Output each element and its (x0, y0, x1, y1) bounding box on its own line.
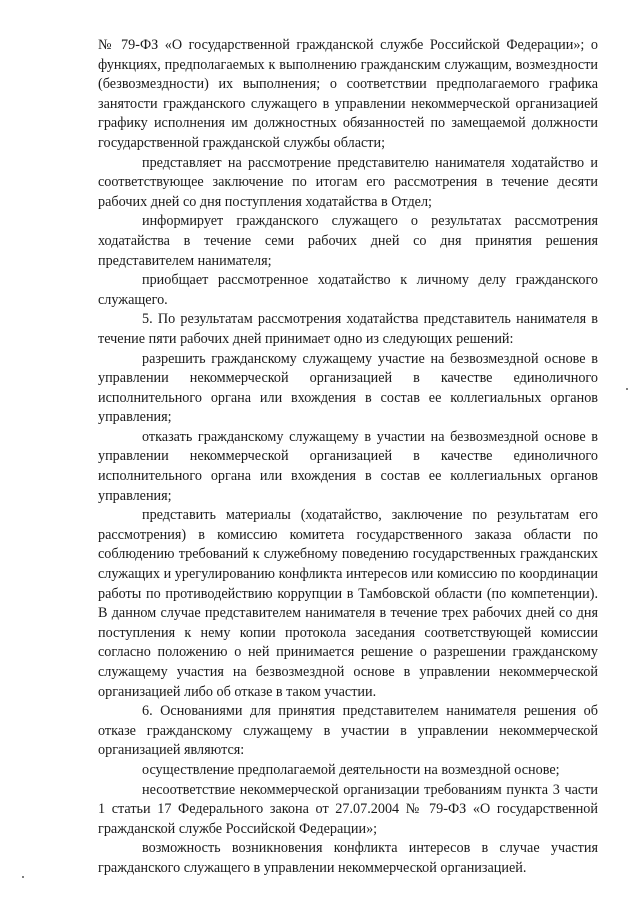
paragraph-7: отказать гражданскому служащему в участии на безвозмездной основе в управлении некоммерческой организацией в качестве единоличного исполнительного органа или вхождения в состав ее коллегиальных органов управления; (98, 428, 598, 504)
paragraph-10: осуществление предполагаемой деятельности на возмездной основе; (142, 761, 560, 778)
paragraph-9: 6. Основаниями для принятия представителем нанимателя решения об отказе гражданскому служащему в участии в управлении некоммерческой организацией являются: (98, 703, 598, 759)
document-page (98, 36, 598, 879)
paragraph-5: 5. По результатам рассмотрения ходатайства представитель нанимателя в течение пяти рабочих дней принимает одно из следующих решений: (98, 311, 598, 347)
scan-speck (22, 876, 24, 878)
scan-speck (626, 388, 628, 390)
paragraph-12: возможность возникновения конфликта интересов в случае участия гражданского служащего в управлении некоммерческой организацией. (98, 840, 598, 876)
paragraph-6: разрешить гражданскому служащему участие на безвозмездной основе в управлении некоммерческой организацией в качестве единоличного исполнительного органа или вхождения в состав ее коллегиальных органов управления; (98, 350, 598, 426)
paragraph-11: несоответствие некоммерческой организации требованиям пункта 3 части 1 статьи 17 Федерального закона от 27.07.2004 № 79-ФЗ «О государственной гражданской службе Российской Федерации»; (98, 781, 598, 837)
paragraph-2: представляет на рассмотрение представителю нанимателя ходатайство и соответствующее заключение по итогам его рассмотрения в течение десяти рабочих дней со дня поступления ходатайства в Отдел; (98, 154, 598, 210)
paragraph-8: представить материалы (ходатайство, заключение по результатам его рассмотрения) в комиссию комитета государственного заказа области по соблюдению требований к служебному поведению государственных гражданских служащих и урегулированию конфликта интересов или комиссию по координации работы по противодействию коррупции в Тамбовской области (по компетенции). В данном случае представителем нанимателя в течение трех рабочих дней со дня поступления к нему копии протокола заседания соответствующей комиссии согласно положению о ней принимается решение о разрешении гражданскому служащему участия на безвозмездной основе в управлении некоммерческой организацией либо об отказе в таком участии. (98, 507, 598, 700)
paragraph-3: информирует гражданского служащего о результатах рассмотрения ходатайства в течение семи рабочих дней со дня принятия решения представителем нанимателя; (98, 213, 598, 269)
paragraph-1: № 79-ФЗ «О государственной гражданской службе Российской Федерации»; о функциях, предполагаемых к выполнению гражданским служащим, возмездности (безвозмездности) их выполнения; о соответствии предполагаемого графика занятости гражданского служащего в управлении некоммерческой организацией графику исполнения им должностных обязанностей по замещаемой должности государственной гражданской службы области; (98, 37, 598, 151)
paragraph-4: приобщает рассмотренное ходатайство к личному делу гражданского служащего. (98, 272, 598, 308)
